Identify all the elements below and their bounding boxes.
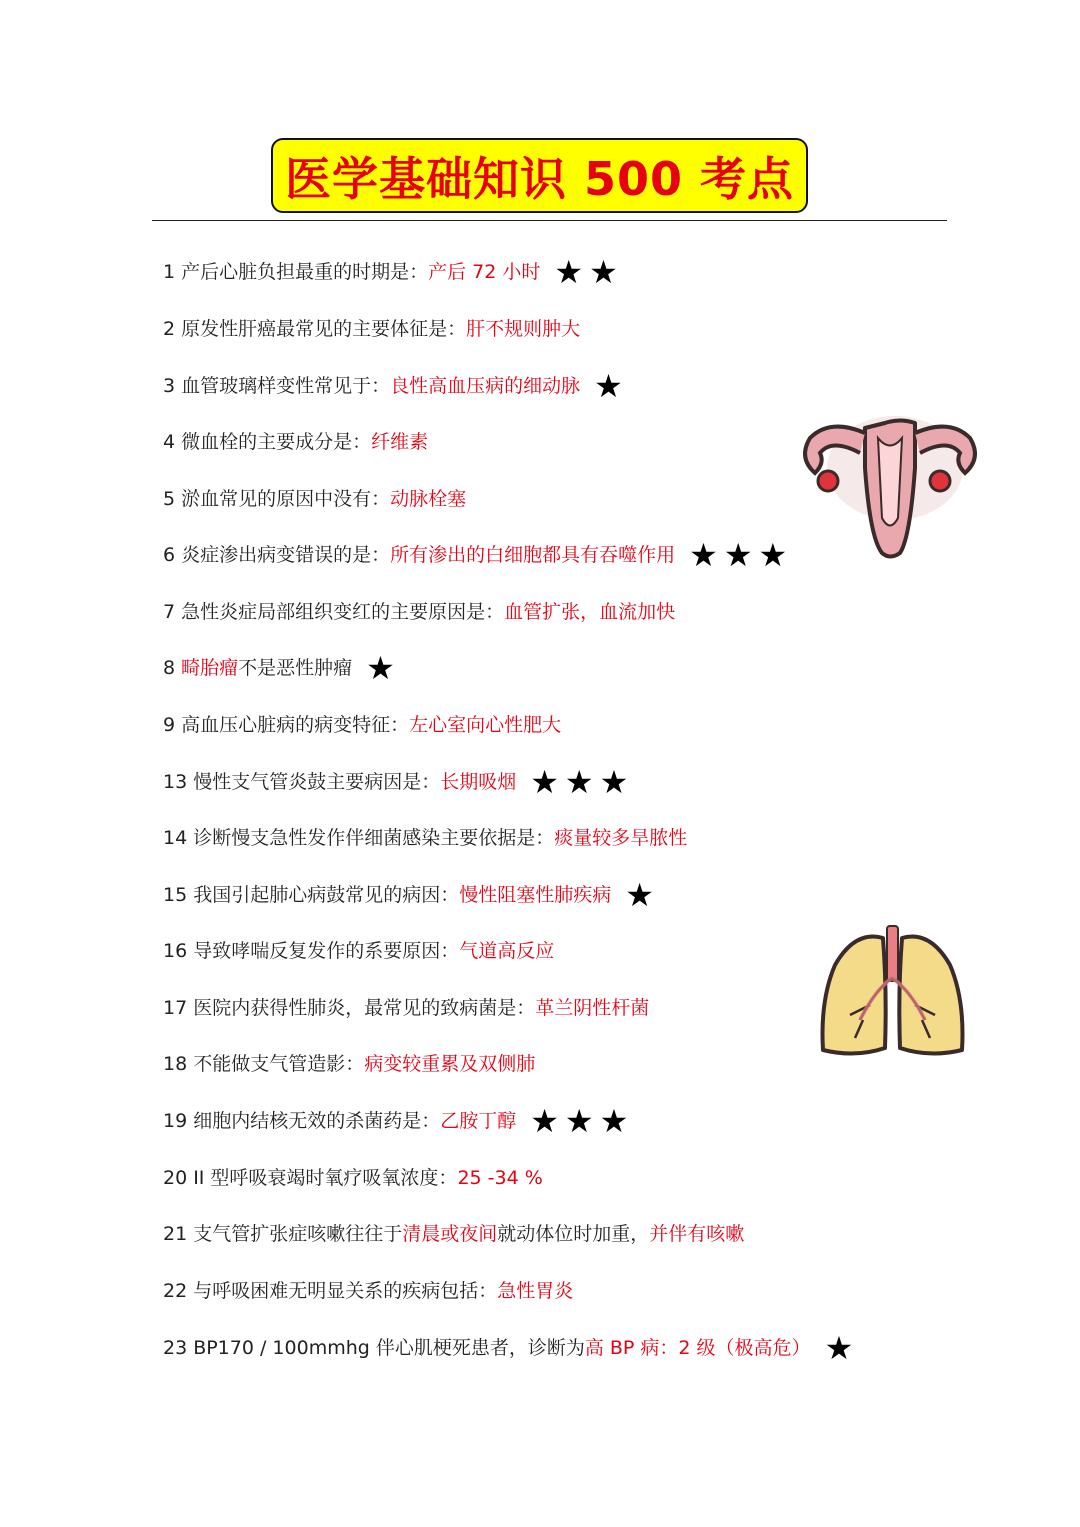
item-question: 原发性肝癌最常见的主要体征是： xyxy=(181,318,467,340)
item-answer: 良性高血压病的细动脉 xyxy=(390,375,581,397)
list-item xyxy=(163,1162,543,1194)
item-answer: 病变较重累及双侧肺 xyxy=(364,1053,536,1075)
star-icon: ★ xyxy=(689,536,718,574)
star-icon: ★ xyxy=(599,763,629,801)
star-icon: ★ xyxy=(824,1329,854,1367)
list-item xyxy=(163,876,660,914)
importance-stars xyxy=(530,763,634,801)
list-item xyxy=(163,649,401,687)
uterus-illustration xyxy=(790,398,990,568)
item-number: 22 xyxy=(163,1280,188,1302)
item-number: 16 xyxy=(163,940,188,962)
item-number: 7 xyxy=(163,601,176,623)
star-icon: ★ xyxy=(366,649,395,687)
item-number: 13 xyxy=(163,771,188,793)
item-number: 5 xyxy=(163,488,176,510)
list-item xyxy=(163,1048,535,1080)
page-title: 医学基础知识 500 考点 xyxy=(284,151,795,206)
list-item xyxy=(163,1102,634,1140)
item-number: 4 xyxy=(163,431,176,453)
item-question: 不能做支气管造影： xyxy=(193,1053,365,1075)
item-answer: 高 BP 病：2 级（极高危） xyxy=(584,1337,811,1359)
star-icon: ★ xyxy=(599,1102,629,1140)
item-question: 与呼吸困难无明显关系的疾病包括： xyxy=(193,1280,498,1302)
list-item xyxy=(163,596,675,628)
item-number: 2 xyxy=(163,318,176,340)
item-question: 医院内获得性肺炎，最常见的致病菌是： xyxy=(193,997,536,1019)
importance-stars xyxy=(689,536,793,574)
star-icon: ★ xyxy=(564,1102,594,1140)
list-item xyxy=(163,426,428,458)
item-answer: 急性胃炎 xyxy=(497,1280,574,1302)
item-question: 急性炎症局部组织变红的主要原因是： xyxy=(181,601,505,623)
item-answer: 革兰阴性杆菌 xyxy=(535,997,650,1019)
item-number: 17 xyxy=(163,997,188,1019)
item-answer: 血管扩张，血流加快 xyxy=(504,601,676,623)
star-icon: ★ xyxy=(723,536,753,574)
importance-stars xyxy=(625,876,660,914)
item-question: 慢性支气管炎鼓主要病因是： xyxy=(193,771,441,793)
lungs-illustration xyxy=(815,920,970,1060)
list-item xyxy=(163,709,561,741)
item-answer: 纤维素 xyxy=(371,431,429,453)
item-number: 15 xyxy=(163,884,188,906)
item-answer: 畸胎瘤 xyxy=(181,657,239,679)
item-number: 20 xyxy=(163,1167,188,1189)
item-number: 18 xyxy=(163,1053,188,1075)
list-item xyxy=(163,313,580,345)
list-item xyxy=(163,935,554,967)
item-number: 9 xyxy=(163,714,176,736)
item-question: 淤血常见的原因中没有： xyxy=(181,488,391,510)
item-answer: 所有渗出的白细胞都具有吞噬作用 xyxy=(390,544,676,566)
list-item xyxy=(163,367,629,405)
item-question: 细胞内结核无效的杀菌药是： xyxy=(193,1110,441,1132)
item-answer: 动脉栓塞 xyxy=(390,488,467,510)
item-question: BP170 / 100mmhg 伴心肌梗死患者，诊断为 xyxy=(193,1337,585,1359)
star-icon: ★ xyxy=(594,367,623,405)
title-divider xyxy=(152,220,947,221)
item-answer: 左心室向心性肥大 xyxy=(409,714,562,736)
item-answer: 肝不规则肿大 xyxy=(466,318,581,340)
list-item xyxy=(163,536,793,574)
star-icon: ★ xyxy=(554,253,584,291)
item-question: 诊断慢支急性发作伴细菌感染主要依据是： xyxy=(193,827,555,849)
item-question: 高血压心脏病的病变特征： xyxy=(181,714,410,736)
item-answer: 产后 72 小时 xyxy=(428,261,541,283)
item-number: 14 xyxy=(163,827,188,849)
star-icon: ★ xyxy=(758,536,788,574)
importance-stars xyxy=(366,649,401,687)
item-answer: 并伴有咳嗽 xyxy=(649,1223,745,1245)
item-number: 1 xyxy=(163,261,176,283)
star-icon: ★ xyxy=(625,876,654,914)
item-number: 6 xyxy=(163,544,176,566)
list-item xyxy=(163,1275,573,1307)
item-question: II 型呼吸衰竭时氧疗吸氧浓度： xyxy=(193,1167,458,1189)
item-question: 微血栓的主要成分是： xyxy=(181,431,372,453)
item-number: 3 xyxy=(163,375,176,397)
item-question: 支气管扩张症咳嗽往往于 xyxy=(193,1223,403,1245)
item-question: 不是恶性肿瘤 xyxy=(238,657,353,679)
item-number: 19 xyxy=(163,1110,188,1132)
list-item xyxy=(163,1218,744,1250)
item-answer: 长期吸烟 xyxy=(440,771,517,793)
item-question: 血管玻璃样变性常见于： xyxy=(181,375,391,397)
list-item xyxy=(163,822,687,854)
star-icon: ★ xyxy=(589,253,618,291)
star-icon: ★ xyxy=(530,763,559,801)
importance-stars xyxy=(824,1329,860,1367)
star-icon: ★ xyxy=(530,1102,559,1140)
item-question: 导致哮喘反复发作的系要原因： xyxy=(193,940,460,962)
item-answer: 25 -34 % xyxy=(457,1167,543,1189)
list-item xyxy=(163,483,466,515)
list-item xyxy=(163,253,624,291)
item-question: 炎症渗出病变错误的是： xyxy=(181,544,391,566)
item-question: 就动体位时加重， xyxy=(497,1223,650,1245)
item-answer: 清晨或夜间 xyxy=(402,1223,498,1245)
importance-stars xyxy=(554,253,623,291)
item-answer: 气道高反应 xyxy=(459,940,555,962)
importance-stars xyxy=(594,367,629,405)
item-answer: 慢性阻塞性肺疾病 xyxy=(459,884,612,906)
item-number: 8 xyxy=(163,657,176,679)
item-answer: 乙胺丁醇 xyxy=(440,1110,517,1132)
list-item xyxy=(163,763,634,801)
item-question: 我国引起肺心病鼓常见的病因： xyxy=(193,884,460,906)
item-question: 产后心脏负担最重的时期是： xyxy=(181,261,429,283)
list-item xyxy=(163,992,649,1024)
item-number: 23 xyxy=(163,1337,188,1359)
importance-stars xyxy=(530,1102,634,1140)
title-banner xyxy=(271,138,808,213)
list-item xyxy=(163,1329,859,1367)
item-number: 21 xyxy=(163,1223,188,1245)
star-icon: ★ xyxy=(564,763,594,801)
item-answer: 痰量较多旱脓性 xyxy=(554,827,688,849)
